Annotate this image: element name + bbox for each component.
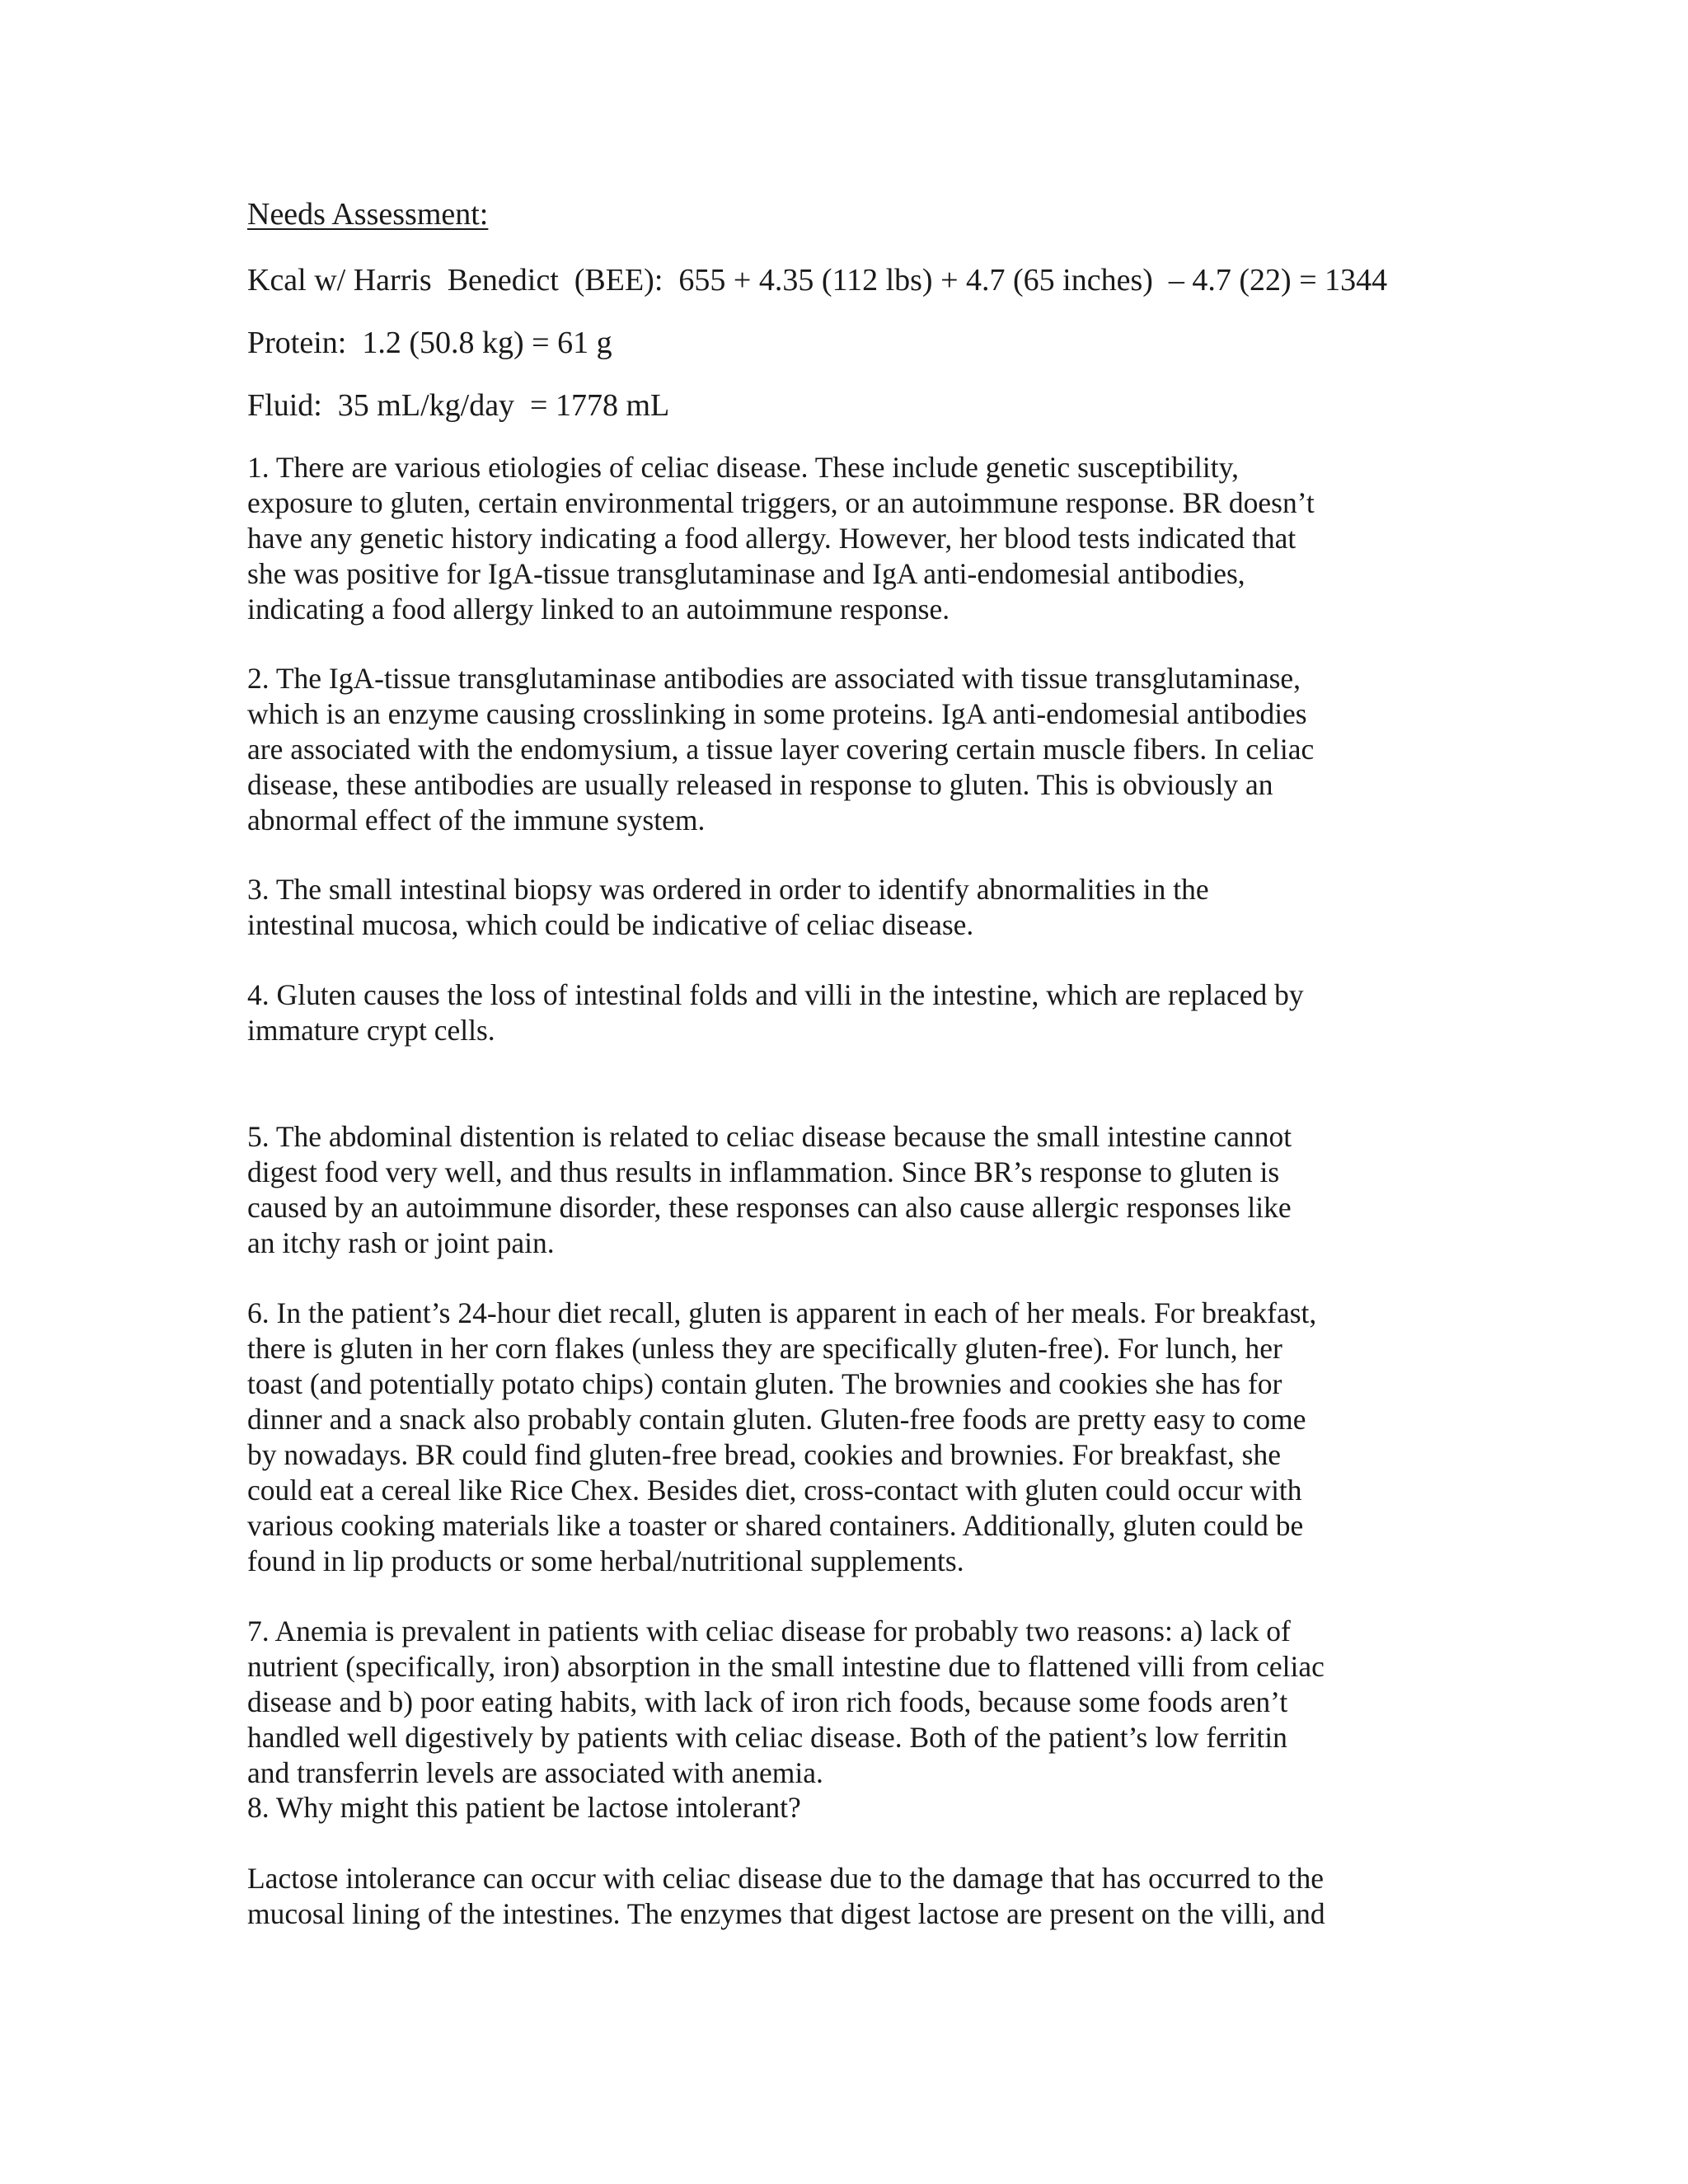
paragraph-line: could eat a cereal like Rice Chex. Besides diet, cross-contact with gluten could occur with (247, 1474, 1302, 1507)
paragraph-line: there is gluten in her corn flakes (unless they are specifically gluten-free). For lunch, her (247, 1332, 1282, 1365)
paragraph-line: she was positive for IgA-tissue transglutaminase and IgA anti-endomesial antibodies, (247, 557, 1245, 590)
paragraph-line: 8. Why might this patient be lactose intolerant? (247, 1791, 801, 1824)
paragraph-line: intestinal mucosa, which could be indicative of celiac disease. (247, 908, 974, 941)
fluid-calculation: Fluid: 35 mL/kg/day = 1778 mL (247, 388, 670, 423)
paragraph-line: are associated with the endomysium, a tissue layer covering certain muscle fibers. In celiac (247, 733, 1315, 766)
paragraph-line: found in lip products or some herbal/nutritional supplements. (247, 1544, 964, 1577)
paragraph-line: 2. The IgA-tissue transglutaminase antibodies are associated with tissue transglutaminase, (247, 662, 1301, 695)
protein-calculation: Protein: 1.2 (50.8 kg) = 61 g (247, 326, 612, 360)
paragraph-line: disease, these antibodies are usually released in response to gluten. This is obviously an (247, 768, 1273, 801)
paragraph-line: 5. The abdominal distention is related to celiac disease because the small intestine cannot (247, 1120, 1292, 1153)
paragraph-line: dinner and a snack also probably contain gluten. Gluten-free foods are pretty easy to come (247, 1403, 1306, 1436)
answer-5-paragraph (247, 1119, 1459, 1261)
paragraph-line: have any genetic history indicating a food allergy. However, her blood tests indicated that (247, 522, 1296, 555)
paragraph-line: by nowadays. BR could find gluten-free bread, cookies and brownies. For breakfast, she (247, 1438, 1281, 1471)
paragraph-line: nutrient (specifically, iron) absorption in the small intestine due to flattened villi from celiac (247, 1650, 1325, 1683)
answer-6-paragraph (247, 1296, 1459, 1579)
answer-1-paragraph (247, 450, 1459, 627)
kcal-calculation: Kcal w/ Harris Benedict (BEE): 655 + 4.35 (112 lbs) + 4.7 (65 inches) – 4.7 (22) = 1344 (247, 263, 1388, 298)
paragraph-line: various cooking materials like a toaster or shared containers. Additionally, gluten could be (247, 1509, 1304, 1542)
paragraph-line: indicating a food allergy linked to an autoimmune response. (247, 593, 950, 626)
paragraph-line: handled well digestively by patients with celiac disease. Both of the patient’s low ferritin (247, 1721, 1287, 1754)
paragraph-line: digest food very well, and thus results in inflammation. Since BR’s response to gluten is (247, 1155, 1280, 1188)
answer-8-paragraph (247, 1861, 1459, 1932)
paragraph-line: disease and b) poor eating habits, with lack of iron rich foods, because some foods aren’t (247, 1685, 1288, 1718)
paragraph-line: 4. Gluten causes the loss of intestinal folds and villi in the intestine, which are replaced by (247, 978, 1304, 1011)
question-8 (247, 1790, 1459, 1825)
page-title: Needs Assessment: (247, 197, 489, 232)
paragraph-line: exposure to gluten, certain environmental triggers, or an autoimmune response. BR doesn’t (247, 486, 1315, 519)
paragraph-line: 6. In the patient’s 24-hour diet recall, gluten is apparent in each of her meals. For breakfast, (247, 1296, 1317, 1329)
paragraph-line: 7. Anemia is prevalent in patients with celiac disease for probably two reasons: a) lack of (247, 1615, 1291, 1647)
paragraph-line: caused by an autoimmune disorder, these responses can also cause allergic responses like (247, 1191, 1292, 1224)
paragraph-line: abnormal effect of the immune system. (247, 804, 706, 837)
paragraph-line: 1. There are various etiologies of celiac disease. These include genetic susceptibility, (247, 451, 1239, 484)
answer-3-paragraph (247, 872, 1459, 943)
paragraph-line: which is an enzyme causing crosslinking in some proteins. IgA anti-endomesial antibodies (247, 697, 1307, 730)
answer-4-paragraph (247, 977, 1459, 1048)
paragraph-line: and transferrin levels are associated with anemia. (247, 1756, 823, 1789)
paragraph-line: 3. The small intestinal biopsy was ordered in order to identify abnormalities in the (247, 873, 1209, 906)
answer-7-paragraph (247, 1614, 1459, 1791)
paragraph-line: Lactose intolerance can occur with celiac disease due to the damage that has occurred to the (247, 1862, 1324, 1895)
paragraph-line: immature crypt cells. (247, 1014, 495, 1047)
document-page (247, 0, 1459, 2184)
answer-2-paragraph (247, 661, 1459, 838)
paragraph-line: an itchy rash or joint pain. (247, 1226, 555, 1259)
paragraph-line: mucosal lining of the intestines. The enzymes that digest lactose are present on the villi, and (247, 1897, 1325, 1930)
paragraph-line: toast (and potentially potato chips) contain gluten. The brownies and cookies she has for (247, 1367, 1282, 1400)
